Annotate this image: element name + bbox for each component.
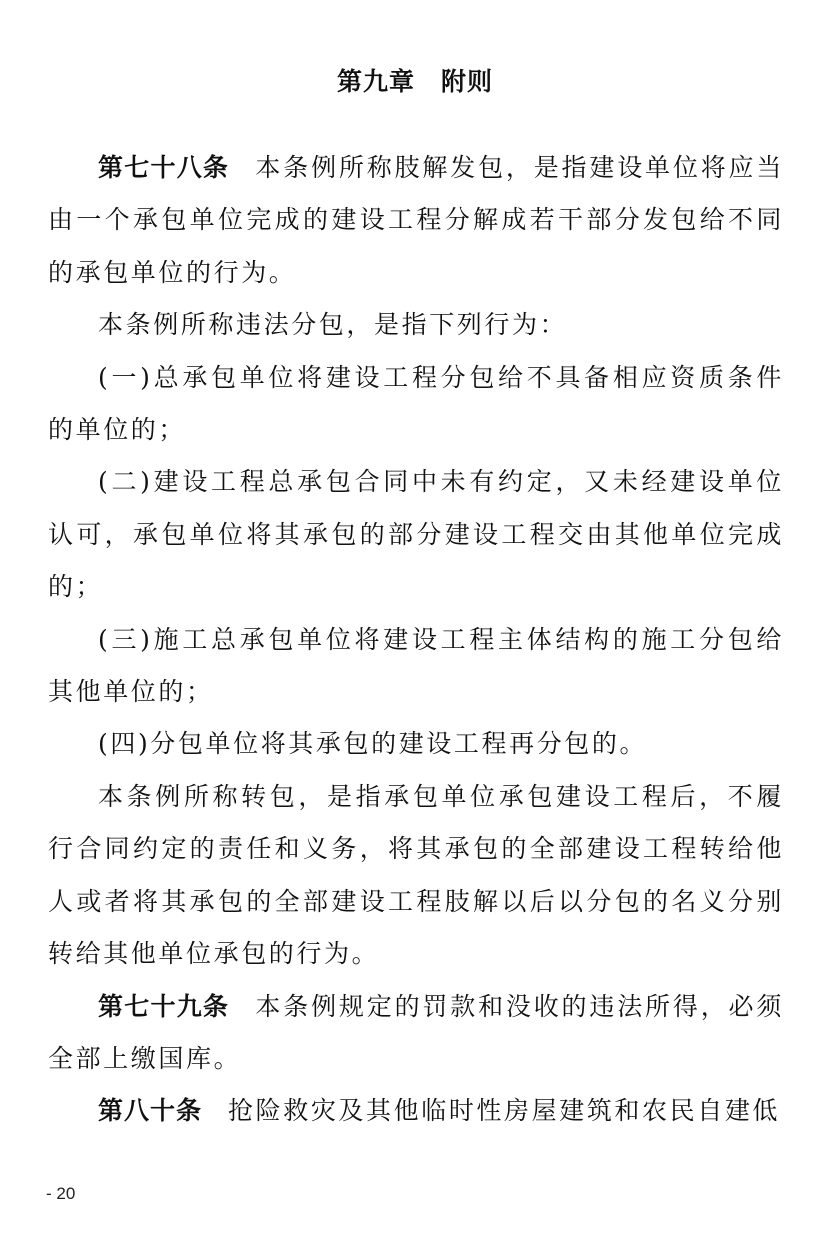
paragraph-text: (四)分包单位将其承包的建设工程再分包的。 bbox=[98, 729, 648, 759]
list-item bbox=[48, 456, 784, 613]
page-number: - 20 bbox=[46, 1184, 76, 1203]
list-item bbox=[48, 718, 784, 770]
chapter-number: 第九章 bbox=[336, 67, 415, 96]
list-item bbox=[48, 352, 784, 457]
paragraph-text: 本条例规定的罚款和没收的违法所得，必须全部上缴国库。 bbox=[48, 991, 784, 1073]
paragraph-text: (三)施工总承包单位将建设工程主体结构的施工分包给其他单位的； bbox=[48, 624, 784, 707]
body-text bbox=[48, 142, 784, 1138]
article-paragraph bbox=[48, 1085, 784, 1137]
paragraph-text: (一)总承包单位将建设工程分包给不具备相应资质条件的单位的； bbox=[48, 362, 784, 445]
chapter-heading bbox=[0, 64, 830, 100]
paragraph-text: 本条例所称违法分包，是指下列行为： bbox=[98, 310, 568, 340]
article-number: 第八十条 bbox=[98, 1096, 203, 1126]
paragraph-text: 本条例所称肢解发包，是指建设单位将应当由一个承包单位完成的建设工程分解成若干部分发包给不同的承包单位的行为。 bbox=[48, 153, 784, 287]
chapter-title-text: 附则 bbox=[441, 67, 494, 96]
paragraph-text: (二)建设工程总承包合同中未有约定，又未经建设单位认可，承包单位将其承包的部分建设工程交由其他单位完成的； bbox=[48, 467, 784, 602]
paragraph-text: 抢险救灾及其他临时性房屋建筑和农民自建低 bbox=[228, 1096, 781, 1126]
list-item bbox=[48, 614, 784, 719]
article-paragraph bbox=[48, 981, 784, 1086]
paragraph bbox=[48, 771, 784, 981]
paragraph bbox=[48, 299, 784, 351]
article-paragraph bbox=[48, 142, 784, 299]
article-number: 第七十八条 bbox=[98, 153, 230, 182]
paragraph-text: 本条例所称转包，是指承包单位承包建设工程后，不履行合同约定的责任和义务，将其承包的全部建设工程转给他人或者将其承包的全部建设工程肢解以后以分包的名义分别转给其他单位承包的行为。 bbox=[48, 781, 784, 969]
article-number: 第七十九条 bbox=[98, 991, 230, 1021]
